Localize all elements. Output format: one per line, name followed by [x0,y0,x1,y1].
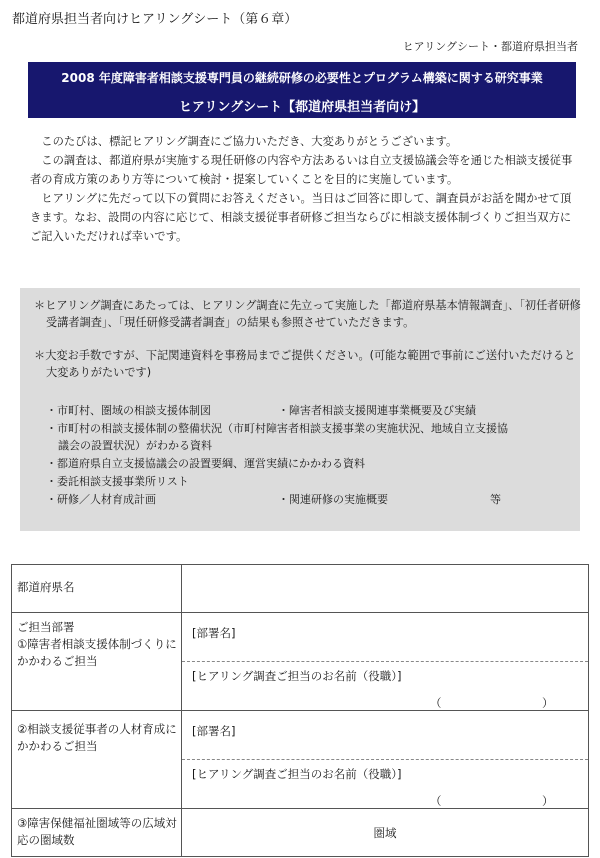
dept-name-label: [部署名] [192,626,236,640]
material-item: ・市町村の相談支援体制の整備状況（市町村障害者相談支援事業の実施状況、地域自立支援協 [46,422,508,435]
prefecture-label-text: 都道府県名 [17,580,75,594]
dept-name-label: [部署名] [192,724,236,738]
hr-contact-field[interactable] [182,760,588,808]
banner-sheet-title: ヒアリングシート【都道府県担当者向け】 [178,100,426,115]
dept-label-heading: ご担当部署 [17,620,75,634]
paren-open: （ [430,696,442,710]
hr-label [12,711,182,809]
material-item: ・委託相談支援事業所リスト [46,475,189,488]
prefecture-field[interactable] [182,565,589,613]
dept-name-field[interactable] [182,613,588,662]
banner-project-title: 2008 年度障害者相談支援専門員の継続研修の必要性とプログラム構築に関する研究事業 [61,71,543,85]
material-item: ・関連研修の実施概要 [278,493,388,506]
paren-close: ） [542,794,554,808]
material-item: ・市町村、圏域の相談支援体制図 [46,404,211,417]
area-unit: 圏域 [373,825,397,840]
dept-field[interactable] [182,613,589,711]
title-banner [28,62,576,118]
hr-dept-name-field[interactable] [182,711,588,760]
dept-contact-field[interactable] [182,662,588,710]
hr-label-text: ②相談支援従事者の人材育成にかかわるご担当 [17,722,177,753]
paren-open: （ [430,794,442,808]
intro-paragraph-3: ヒアリングに先だって以下の質問にお答えください。当日はご回答に即して、調査員がお話を聞かせて頂きます。なお、設問の内容に応じて、相談支援従事者研修ご担当ならびに相談支援体制づくりご担当双方にご記入いただければ幸いです。 [30,192,572,243]
area-label [12,809,182,857]
material-item: ・研修／人材育成計画 [46,493,156,506]
note-materials-request: ＊大変お手数ですが、下記関連資料を事務局までご提供ください。(可能な範囲で事前にご送付いただけると大変ありがたいです) [34,349,576,379]
intro-paragraph-1: このたびは、標記ヒアリング調査にご協力いただき、大変ありがとうございます。 [41,135,458,148]
prefecture-label [12,565,182,613]
material-item: 等 [490,493,501,506]
dept-label [12,613,182,711]
hr-field[interactable] [182,711,589,809]
paren-close: ） [542,696,554,710]
material-item: ・障害者相談支援関連事業概要及び実績 [278,404,476,417]
document-author: ヒアリングシート・都道府県担当者 [402,40,578,53]
material-item: 議会の設置状況）がわかる資料 [58,439,212,452]
notes-box [20,288,580,531]
response-form [11,564,589,857]
intro-paragraph-2: この調査は、都道府県が実施する現任研修の内容や方法あるいは自立支援協議会等を通じた相談支援従事者の育成方策のあり方等について検討・提案していくことを目的に実施しています。 [30,154,573,186]
material-item: ・都道府県自立支援協議会の設置要綱、運営実績にかかわる資料 [46,457,365,470]
contact-name-label: [ヒアリング調査ご担当のお名前（役職）] [192,669,402,683]
area-label-text: ③障害保健福祉圏域等の広域対応の圏域数 [17,816,177,847]
intro-text [30,132,578,246]
area-field[interactable] [182,809,589,857]
contact-name-label: [ヒアリング調査ご担当のお名前（役職）] [192,767,402,781]
chapter-header: 都道府県担当者向けヒアリングシート（第６章） [12,12,298,27]
dept-label-detail: ①障害者相談支援体制づくりにかかわるご担当 [17,637,177,668]
note-reference-surveys: ＊ヒアリング調査にあたっては、ヒアリング調査に先立って実施した「都道府県基本情報調査」、「初任者研修受講者調査」、「現任研修受講者調査」の結果も参照させていただきます。 [34,299,581,329]
